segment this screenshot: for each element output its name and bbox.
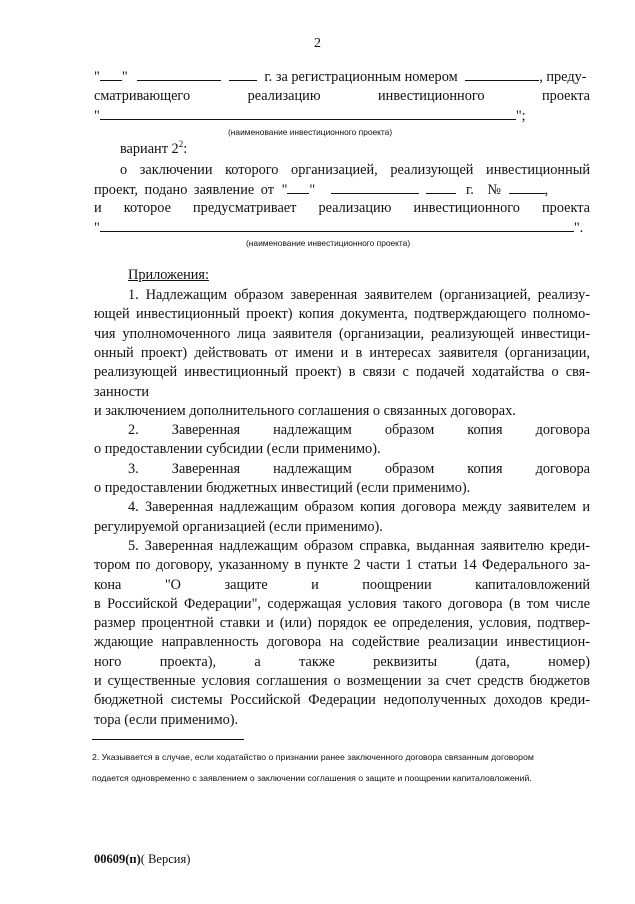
appendix-line: чия уполномоченного лица заявителя (организации, реализующей инвестици- <box>94 325 590 342</box>
word: и <box>94 200 102 216</box>
intro-line1-end: , преду- <box>539 69 587 85</box>
word: инвестиционного <box>378 88 485 104</box>
page-number: 2 <box>314 36 321 51</box>
document-version: ( Версия) <box>140 852 191 866</box>
intro-registration-text: г. за регистрационным номером <box>264 69 458 85</box>
intro-line3-end: "; <box>515 108 526 124</box>
footnote-line-1: 2. Указывается в случае, если ходатайство о признании ранее заключенного договора связанным договором <box>92 752 534 762</box>
word: которое <box>123 200 171 216</box>
word: реализацию <box>247 88 321 104</box>
word: реализацию <box>318 200 392 216</box>
appendix-line: и существенные условия соглашения о возмещении за счет средств бюджетов <box>94 673 590 689</box>
appendix-line: ющей инвестиционный проект) копия документа, подтверждающего полномо- <box>94 306 590 323</box>
word: инвестиционного <box>413 200 520 216</box>
word: проекта <box>542 88 591 104</box>
appendix-line: онный проект) действовать от имени и в интересах заявителя (организации, <box>94 344 590 361</box>
variant-line-1: о заключении которого организацией, реализующей инвестиционный <box>120 162 590 178</box>
appendix-line: тора (если применимо). <box>94 711 239 728</box>
appendix-line: кона "О защите и поощрении капиталовложений <box>94 576 590 593</box>
caption-project-name-1: (наименование инвестиционного проекта) <box>228 127 393 137</box>
appendix-line: ного проекта), а также реквизиты (дата, номер) <box>94 653 590 670</box>
document-footer <box>94 852 190 867</box>
footnote-line-2: подается одновременно с заявлением о заключении соглашения о защите и поощрении капиталовложений. <box>92 773 532 783</box>
appendix-line: 5. Заверенная надлежащим образом справка, выданная заявителю креди- <box>128 537 590 554</box>
appendix-line: реализующей инвестиционный проект) в связи с подачей ходатайства о свя- <box>94 364 590 381</box>
word: предусматривает <box>193 200 297 216</box>
appendix-line: 1. Надлежащим образом заверенная заявителем (организацией, реализу- <box>128 287 590 303</box>
variant-line-3 <box>94 199 590 218</box>
appendix-line: и заключением дополнительного соглашения о связанных договорах. <box>94 402 516 419</box>
word: проекта <box>542 200 591 216</box>
appendix-title: Приложения: <box>128 267 209 283</box>
appendix-line: занности <box>94 383 150 400</box>
word: сматривающего <box>94 88 191 104</box>
intro-line-3: " "; <box>94 108 526 124</box>
appendix-line: 3. Заверенная надлежащим образом копия договора <box>128 460 590 477</box>
caption-project-name-2: (наименование инвестиционного проекта) <box>246 238 411 248</box>
appendix-line: ждающие направленность договора на содействие реализации инвестицион- <box>94 634 590 651</box>
intro-line-2 <box>94 87 590 106</box>
appendix-line: в Российской Федерации", содержащая условия такого договора (в том числе <box>94 595 590 612</box>
variant-label: вариант $2^2$: <box>120 139 188 157</box>
variant-line-2: проект, подано заявление от " " г. № , <box>94 182 549 198</box>
appendix-line: 4. Заверенная надлежащим образом копия договора между заявителем и <box>128 499 590 516</box>
appendix-line: тором по договору, указанному в пункте 2 части 1 статьи 14 Федерального за- <box>94 557 590 574</box>
footnote-separator <box>92 739 244 740</box>
document-code: 00609(п) <box>94 852 141 866</box>
appendix-line: 2. Заверенная надлежащим образом копия договора <box>128 422 590 439</box>
variant-line-4: " ". <box>94 220 584 236</box>
appendix-line: о предоставлении бюджетных инвестиций (если применимо). <box>94 480 471 496</box>
variant-line4-end: ". <box>573 220 584 236</box>
appendix-line: регулируемой организацией (если применимо). <box>94 518 383 535</box>
appendix-line: размер процентной ставки и (или) порядок ее определения, условия, подтвер- <box>94 615 590 632</box>
appendix-line: бюджетной системы Российской Федерации недополученных доходов креди- <box>94 692 590 709</box>
appendix-line: о предоставлении субсидии (если применимо). <box>94 441 381 458</box>
intro-line-1: " " г. за регистрационным номером , преду- <box>94 69 587 85</box>
